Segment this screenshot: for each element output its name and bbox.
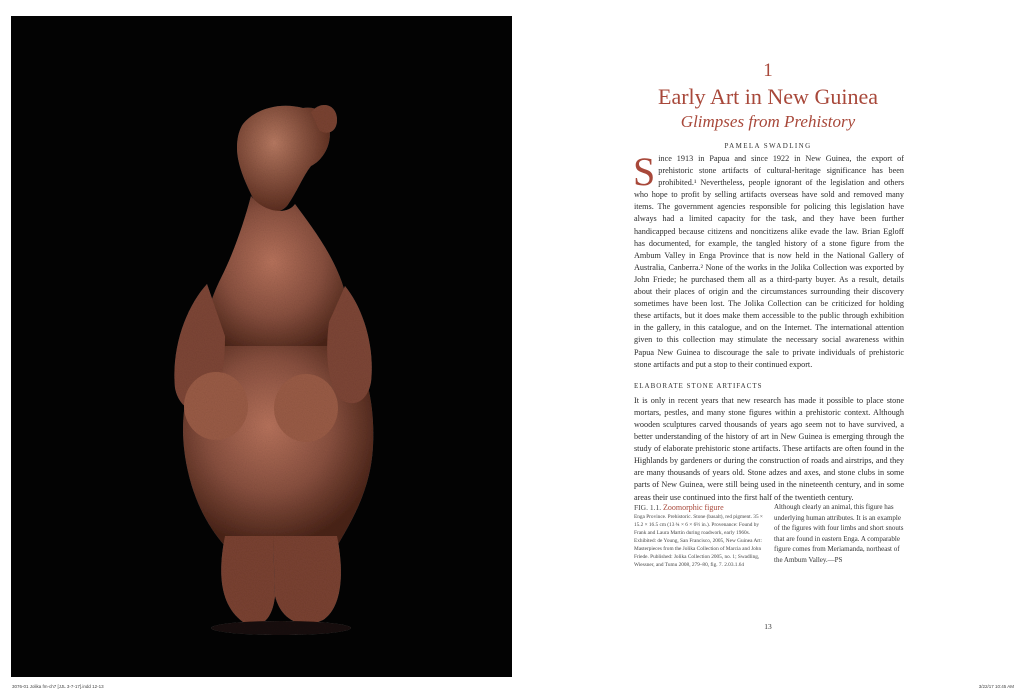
chapter-title: Early Art in New Guinea (658, 84, 878, 109)
figure-photo (11, 16, 512, 677)
text-page (512, 0, 1024, 693)
figure-caption-heading (634, 504, 764, 512)
drop-cap: S (633, 149, 656, 194)
zoomorphic-figure-image (11, 16, 512, 677)
chapter-number: 1 (763, 60, 773, 81)
paragraph-intro (633, 149, 904, 371)
paragraph-intro-text: ince 1913 in Papua and since 1922 in New Guinea, the export of prehistoric stone artifacts of cultural-heritage significance has been prohibited.¹ Nevertheless, people ignorant of the legislation and others who hope to profit by selling artifacts overseas have sold and removed many items. The government agencies responsible for policing this legislation have always had a limited capacity for the task, and they have been further handicapped because citizens and noncitizens alike evade the law. Brian Egloff has documented, for example, the tangled history of a stone figure from the Ambum Valley in Enga Province that is now held in the National Gallery of Australia, Canberra.² None of the works in the Jolika Collection was exported by John Friede; he purchased them all as a third-party buyer. As a result, details about their places of origin and the circumstances surrounding their discovery sometimes have been lost. The Jolika Collection can be criticized for holding these artifacts, but it does make them accessible to the public through exhibition in the gallery, in this catalogue, and on the Internet. The international attention given to this collection may stimulate the necessary social awareness within Papua New Guinea to discourage the sale to private individuals of prehistoric stone artifacts and put a stop to their continued export. (634, 154, 904, 369)
figure-details: Enga Province. Prehistoric. Stone (basalt), red pigment. 35 × 15.2 × 16.5 cm (13 ¾ × 6 × 6½ in.). Provenance: Found by Frank and Laura Martin during roadwork, early 1960s. Exhibited: de Young, San Francisco, 2005, New Guinea Art: Masterpieces from the Jolika Collection of Marcia and John Friede. Published: Jolika Collection 2005, no. 1; Swadling, Wiessner, and Tumu 2008, 279–80, fig. 7. 2.03.1.64 (634, 514, 763, 568)
figure-caption (634, 504, 764, 569)
section-heading: ELABORATE STONE ARTIFACTS (634, 381, 763, 390)
body-text (633, 149, 904, 504)
figure-number: FIG. 1.1. (634, 503, 662, 512)
author-name: PAMELA SWADLING (724, 142, 812, 150)
chapter-heading (512, 60, 1024, 150)
figure-commentary: Although clearly an animal, this figure has underlying human attributes. It is an example of the figures with four limbs and short snouts that are found in eastern Enga. A comparable figure comes from Meriamanda, northeast of the Ambum Valley.—PS (774, 503, 904, 564)
chapter-subtitle: Glimpses from Prehistory (680, 112, 856, 131)
figure-title: Zoomorphic figure (662, 503, 724, 512)
print-slug-left: 3076-01 Jolika fm-ch7 [JJL 3-7-17].indd 12-13 (12, 684, 104, 689)
paragraph-section: It is only in recent years that new research has made it possible to place stone mortars, pestles, and many stone figures within a prehistoric context. Although wooden sculptures carved thousands of years ago seem not to have survived, a better understanding of the history of art in New Guinea is emerging through the study of elaborate prehistoric stone artifacts. These artifacts are often found in the Highlands by gardeners or during the construction of roads and airstrips, and they are many thousands of years old. Stone adzes and axes, and stone clubs in some parts of New Guinea, were still being used in the nineteenth century, and in some areas their use continued into the first half of the twentieth century. (634, 395, 904, 502)
page-number: 13 (764, 622, 772, 631)
print-slug-right: 3/22/17 10:45 AM (978, 684, 1014, 689)
